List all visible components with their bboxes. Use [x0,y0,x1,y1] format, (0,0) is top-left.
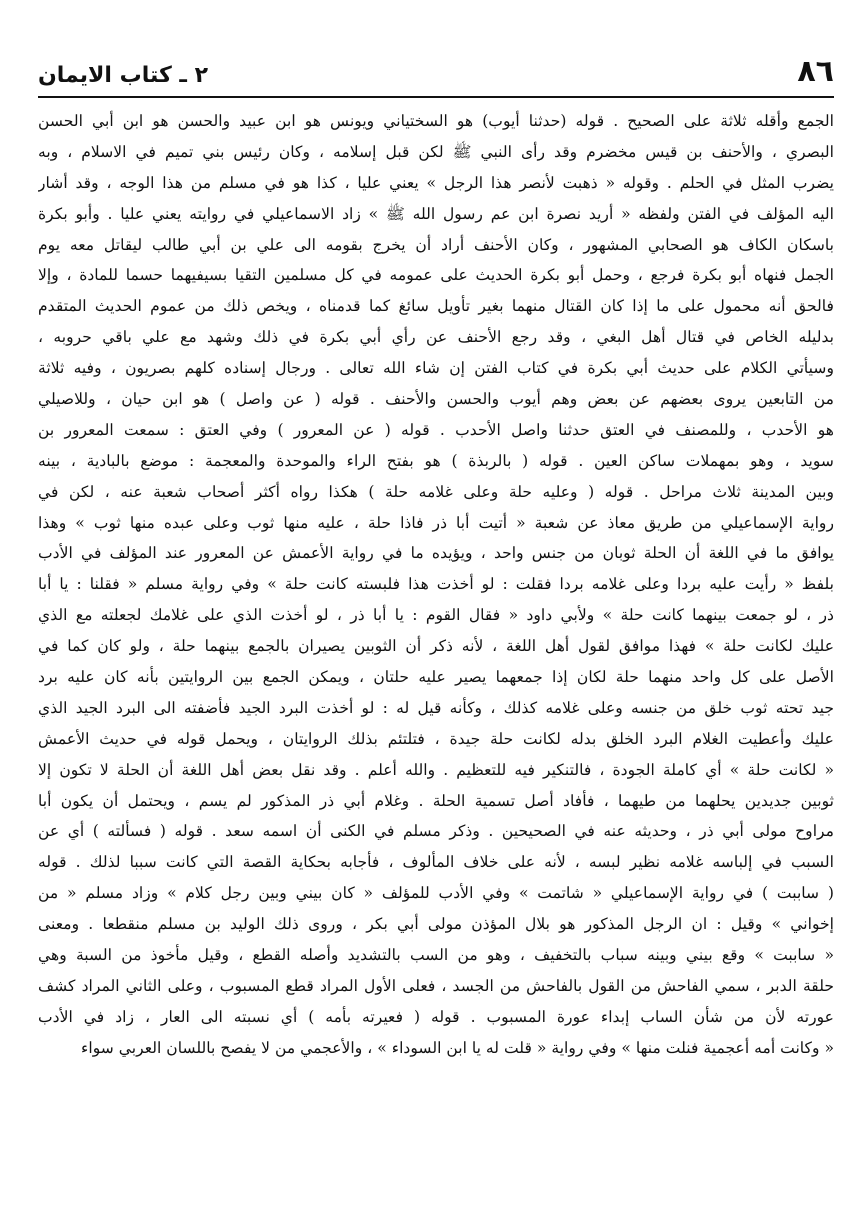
text-line: عليك لكانت حلة » فهذا موافق لقول أهل اللغة ، لأنه ذكر أن الثوبين يصيران بالجمع بينهما حلة ، ولو كان كما في [38,637,834,656]
text-line: إخواني » وقيل : ان الرجل المذكور هو بلال المؤذن مولى أبي بكر ، وروى ذلك الوليد بن مسلم منقطعا . ومعنى [38,915,834,934]
text-line: يضرب المثل في الحلم . وقوله « ذهبت لأنصر هذا الرجل » يعني عليا ، كذا هو في مسلم من هذا الوجه ، وقد أشار [38,173,834,192]
text-line: « ساببت » وقع بيني وبينه سباب بالتخفيف ، وهو من السب بالتشديد وأصله القطع ، وقيل مأخوذ من السبة وهي [38,946,834,965]
text-line: الجمل فنهاه أبو بكرة فرجع ، وحمل أبو بكرة الحديث على عمومه في كل مسلمين التقيا بسيفيهما حسما للمادة ، وإلا [38,266,834,285]
text-line: من التابعين يروى بعضهم عن بعض وهم أيوب والحسن والأحنف . قوله ( عن واصل ) هو ابن حيان ، وللاصيلي [38,390,834,409]
text-line: عليك وأعطيت الغلام البرد الخلق بدله لكانت حلة جيدة ، فتلتئم بذلك الروايتان ، ويحمل قوله في حديث الأعمش [38,729,834,748]
running-title: ٢ ـ كتاب الايمان [38,63,209,88]
text-line: الأصل على كل واحد منهما حلة لكان إذا جمعهما يصير عليه حلتان ، ويمكن الجمع بين الروايتين بأنه كان عليه برد [38,668,834,687]
text-line: وبين المدينة ثلاث مراحل . قوله ( وعليه حلة وعلى غلامه حلة ) هكذا رواه أكثر أصحاب شعبة عنه ، لكن في [38,482,834,501]
text-line: سويد ، وهو بمهملات ساكن العين . قوله ( بالربذة ) هو بفتح الراء والموحدة والمعجمة : موضع بالبادية ، بينه [38,451,834,470]
text-line: باسكان الكاف هو الصحابي المشهور ، وكان الأحنف أراد أن يخرج بقومه الى علي بن أبي طالب ليقاتل معه يوم [38,235,834,254]
text-line: هو الأحدب ، وللمصنف في العتق حدثنا واصل الأحدب . قوله ( عن المعرور ) وفي العتق : سمعت المعرور بن [38,420,834,439]
text-line: ( ساببت ) في رواية الإسماعيلي « شاتمت » وفي الأدب للمؤلف « كان بيني وبين رجل كلام » وزاد مسلم « من [38,884,834,903]
body-text [38,106,834,1064]
text-line: البصري ، والأحنف بن قيس مخضرم وقد رأى النبي ﷺ لكن قبل إسلامه ، وكان رئيس بني تميم في الاسلام ، وبه [38,142,834,161]
text-line: حلقة الدبر ، سمي الفاحش من القول بالفاحش من الجسد ، فعلى الأول المراد قطع المسبوب ، وعلى الثاني المراد كشف [38,976,834,995]
text-line: يوافق ما في اللغة أن الحلة ثوبان من جنس واحد ، ويؤيده ما في رواية الأعمش عن المعرور عند المؤلف في الأدب [38,544,834,563]
text-line: « وكانت أمه أعجمية فنلت منها » وفي رواية « قلت له يا ابن السوداء » ، والأعجمي من لا يفصح باللسان العربي سواء [81,1038,834,1057]
text-line: السبب في إلباسه غلامه نظير لبسه ، لأنه على خلاف المألوف ، فأجابه بحكاية القصة التي كانت سببا لذلك . قوله [38,853,834,872]
text-line: بلفظ « رأيت عليه بردا وعلى غلامه بردا فقلت : لو أخذت هذا فلبسته كانت حلة » وفي رواية مسلم « فقلنا : يا أبا [38,575,834,594]
text-line: مراوح مولى أبي ذر ، وحديثه عنه في الصحيحين . وذكر مسلم في الكنى أن اسمه سعد . قوله ( فسألته ) أي عن [38,822,834,841]
book-page [38,52,834,1192]
text-line: اليه المؤلف في الفتن ولفظه « أريد نصرة ابن عم رسول الله ﷺ » زاد الاسماعيلي في روايته يعني عليا . وأبو بكرة [38,204,834,223]
text-line: عورته لأن من شأن الساب إبداء عورة المسبوب . قوله ( فعيرته بأمه ) أي نسبته الى العار ، زاد في الأدب [38,1007,834,1026]
page-header [38,52,834,92]
text-line: بدليله الخاص في قتال أهل البغي ، وقد رجع الأحنف عن رأي أبي بكرة في ذلك وشهد مع علي باقي حروبه ، [38,328,834,347]
text-line: جيد تحته ثوب خلق من جنسه وعلى غلامه كذلك ، وكأنه قيل له : لو أخذت البرد الجيد فأضفته الى البرد الجيد الذي [38,698,834,717]
header-rule [38,96,834,98]
text-line: « لكانت حلة » أي كاملة الجودة ، فالتنكير فيه للتعظيم . والله أعلم . وقد نقل بعض أهل اللغة أن الحلة لا تكون إلا [38,760,834,779]
text-line: ذر ، لو جمعت بينهما كانت حلة » ولأبي داود « فقال القوم : يا أبا ذر ، لو أخذت الذي على غلامك لجعلته مع الذي [38,606,834,625]
text-line: وسيأتي الكلام على حديث أبي بكرة في كتاب الفتن إن شاء الله تعالى . ورجال إسناده كلهم بصريون ، وفيه ثلاثة [38,359,834,378]
text-line: الجمع وأقله ثلاثة على الصحيح . قوله (حدثنا أيوب) هو السختياني ويونس هو ابن عبيد والحسن هو ابن أبي الحسن [38,112,834,130]
text-line: رواية الإسماعيلي من طريق معاذ عن شعبة « أتيت أبا ذر فاذا حلة ، عليه منها ثوب وعلى عبده منها ثوب » وهذا [38,513,834,532]
text-line: ثوبين جديدين يحلهما من طيهما ، فأفاد أصل تسمية الحلة . وغلام أبي ذر المذكور لم يسم ، ويحتمل أن يكون أبا [38,791,834,810]
page-number: ٨٦ [797,54,834,89]
text-line: فالحق أنه محمول على ما إذا كان القتال منهما بغير تأويل سائغ كما قدمناه ، ويخص ذلك من عموم الحديث المتقدم [38,297,834,316]
